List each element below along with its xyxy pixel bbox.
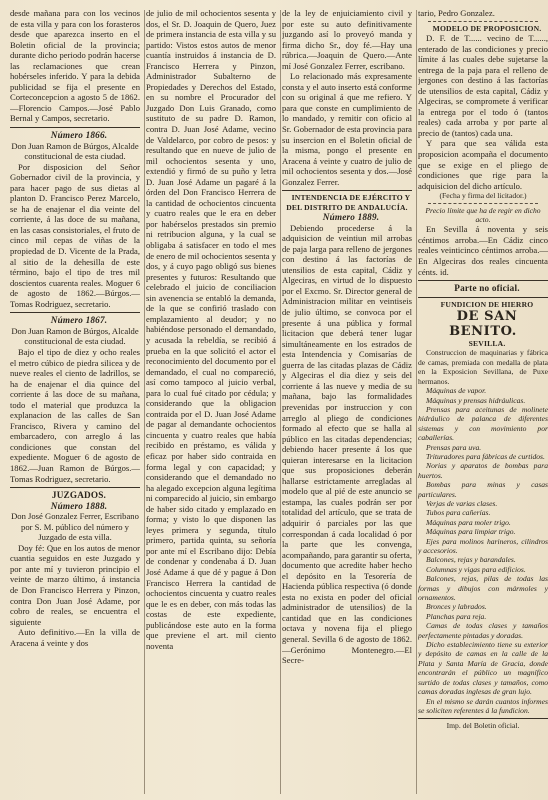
column-2 bbox=[146, 8, 276, 796]
column-separator bbox=[280, 10, 281, 794]
column-3 bbox=[282, 8, 412, 796]
notice-title: Don José Gonzalez Ferrer, Escribano por S. M. público del número y Juzgado de esta villa. bbox=[11, 511, 139, 543]
notice-body: En Sevilla á noventa y seis céntimos arroba.—En Cádiz cinco reales veinticinco céntimos arroba.—En Algeciras dos reales cincuenta cénts. id. bbox=[418, 224, 548, 277]
ad-list-item: Máquinas para moler trigo. bbox=[426, 517, 511, 527]
notice-number: Número 1866. bbox=[50, 130, 108, 141]
section-heading: INTENDENCIA DE EJÉRCITO Y DEL DISTRITO DE ANDALUCÍA. bbox=[286, 193, 411, 212]
divider bbox=[282, 190, 412, 191]
notice-continuation: tario, Pedro Gonzalez. bbox=[418, 8, 495, 18]
ad-list-item: Camas de todas clases y tamaños perfectamente pintadas y doradas. bbox=[418, 621, 548, 640]
ad-location: SEVILLA. bbox=[468, 339, 506, 349]
ad-list-item: Planchas para reja. bbox=[426, 611, 487, 621]
ad-list-item: Máquinas para limpiar trigo. bbox=[426, 527, 516, 537]
column-4 bbox=[418, 8, 548, 796]
section-heading: JUZGADOS. bbox=[51, 490, 107, 501]
signature-note: (Fecha y firma del licitador.) bbox=[439, 191, 527, 201]
notice-continuation: de julio de mil ochocientos sesenta y dos, el Sr. D. Joaquin de Quero, Juez de primera instancia de esta villa y su partido: Vistos estos autos de menor cuantía instruidos á instancia de D. Francisco Herrera y Pinzon, Administrador Subalterno de Propiedades y Derechos del Estado, en su nombre el Procurador del Juzgado Don Luis Granado, como sustituto de su padre D. Ramon, contra D. Juan José Adame, vecino de Valdelarco, por cobro de pesos: y resultando que en nueve de julio de mil ochocientos sesenta y uno, extendió y firmó de su puño y letra D. Juan José Adame un pagaré á la órden del Don Francisco Herrera de la cantidad de ochocientos cincuenta y cuatro reales que le era en deber por habérselos prestados sin premio ni retribucion alguna, y la cual se obligaba á satisfacer en todo el mes de enero de mil ochocientos sesenta y dos, y á cuyo pago obligó sus bienes presentes y futuros: Resultando que celebrado el juicio de conciliacion sin avenencia se entabló la demanda, de la que se confirió traslado con emplazamiento al deudor; y no habiéndose personado el demandado, y acusada la rebeldía, se recibió á prueba en la que solicitó el actor el reconocimiento del documento por el demandado, el cual no compareció, así como tampoco al juicio verbal, para lo cual fué citado por cédula; y considerando que la obligacion contraida por el D. Juan José Adame de pagar al demandante ochocientos cincuenta y cuatro reales que había recibido en préstamo, es válida y eficaz por haber sido contraida en forma legal y con capacidad; y considerando que el demandado no ha alegado excepcion alguna legítima ni comparecido al juicio, sin embargo de haber sido citado y emplazado en forma; y visto lo que disponen las leyes primera y segunda, título primero, partida quinta, su señoría por ante mí el Escribano dijo: Debía de condenar y condenaba á D. Juan José Adame á que dé y pague á Don Francisco Herrera la cantidad de ochocientos cincuenta y cuatro reales que le es en deber, con más todas las costas de este expediente, publicándose este auto en la forma que previene el art. mil ciento noventa bbox=[146, 8, 276, 651]
ad-intro: Construccion de maquinarias y fábrica de camas, premiada con medalla de plata en la Exposicion Sevillana, de Puxe hermanos. bbox=[418, 348, 548, 386]
ad-product-list bbox=[418, 386, 548, 715]
imprint: Imp. del Boletin oficial. bbox=[446, 721, 520, 731]
ad-list-item: Máquinas y prensas hidráulicas. bbox=[426, 395, 526, 405]
notice-body: Bajo el tipo de diez y ocho reales el metro cúbico de piedra silicea y de nueve reales el ciento de ladrillos, se ha de enajenar el dia quince del corriente á las doce de su mañana, todo el material que produzca la explanacion de las calles de San Francisco, Rivera y camino del embarcadero, con arreglo á las condiciones que constan del expediente. Moguer 6 de agosto de 1862.—Juan Ramon de Búrgos.—Tomas Rodriguez, secretario. bbox=[10, 346, 140, 484]
notice-title: Don Juan Ramon de Búrgos, Alcalde constitucional de esta ciudad. bbox=[11, 140, 139, 162]
notice-body: Auto definitivo.—En la villa de Aracena á veinte y dos bbox=[10, 627, 140, 648]
notice-number: Número 1889. bbox=[322, 212, 380, 223]
column-separator bbox=[144, 10, 145, 794]
notice-body: Por disposicion del Señor Gobernador civil de la provincia, y para hacer pago de sus dietas al planton D. Francisco Perez Marcelo, se ha de enajenar el dia veinte del corriente, á las doce de su mañana, en las casas consistoriales, el fruto de cinco mil cepas de viñas de la propiedad de D. Vicente de la Prada, al sitio de la dehesilla de este término, bajo el tipo de tres mil doscientos cuarenta reales. Moguer 6 de agosto de 1862.—Búrgos.—Tomas Rodriguez, secretario. bbox=[10, 161, 140, 309]
divider bbox=[418, 280, 548, 281]
ad-list-item: Tubos para cañerías. bbox=[426, 508, 491, 518]
ad-list-item: Columnas y vigas para edificios. bbox=[426, 564, 526, 574]
ad-list-item: Verjas de varias clases. bbox=[426, 498, 498, 508]
ad-list-item: Bronces y labrados. bbox=[426, 602, 487, 612]
ad-title: DE SAN BENITO. bbox=[449, 309, 518, 340]
ad-list-item: Prensas para uva. bbox=[426, 442, 482, 452]
divider bbox=[10, 127, 140, 128]
section-heading: Parte no oficial. bbox=[454, 283, 520, 294]
ad-list-item: Máquinas de vapor. bbox=[426, 386, 487, 396]
notice-body: Lo relacionado más expresamente consta y el auto inserto está conforme con su original á que me refiero. Y para que conste en cumplimiento de lo mandado, y remitir con oficio al Sr. Gobernador de esta provincia para su insercion en el Boletin oficial de la misma, pongo el presente en Aracena á veinte y cuatro de julio de mil ochocientos sesenta y dos.—José Gonzalez Ferrer. bbox=[282, 71, 412, 187]
divider bbox=[418, 718, 548, 719]
model-heading: MODELO DE PROPOSICION. bbox=[432, 23, 542, 33]
ad-list-item: Ejes para molinos harineros, cilindros y accesorios. bbox=[418, 536, 548, 555]
column-1 bbox=[10, 8, 140, 796]
ad-list-item: Prensas para aceitunas de molinete hidráulico de palanca de diferentes sistemas y con movimiento por caballerías. bbox=[418, 404, 548, 443]
column-separator bbox=[416, 10, 417, 794]
divider bbox=[418, 297, 548, 298]
notice-body: Y para que sea válida esta proposicion acompaña el documento que se exige en el pliego de condiciones que rige para la adquisicion del dicho artículo. bbox=[418, 138, 548, 191]
divider bbox=[428, 203, 538, 204]
ad-list-item: Trituradores para fábricas de curtidos. bbox=[426, 451, 545, 461]
ad-list-item: Dicho establecimiento tiene su exterior y depósito de camas en la calle de la Plata y Santa María de Gracia, donde encontrarán el público un magnífico surtido de todas clases y tamaños, como camas doradas inglesas de gran lujo. bbox=[418, 640, 548, 697]
notice-number: Número 1867. bbox=[50, 315, 108, 326]
notice-number: Número 1888. bbox=[50, 500, 108, 511]
ad-list-item: Bombas para minas y casas particulares. bbox=[418, 480, 548, 499]
notice-body: D. F. de T...... vecino de T......, enterado de las condiciones y precio límite á las cuales debe sujetarse la entrega de la paja para el relleno de jergones con destino á las factorías de utensilios de esta capital, Cádiz y Algeciras, se compromete á verificar la entrega por el todo ó (tantos reales) cada arroba y por parte al precio de (tantos) cada una. bbox=[418, 32, 548, 138]
divider bbox=[10, 312, 140, 313]
ad-list-item: Norias y aparatos de bombas para huertos. bbox=[418, 461, 548, 480]
divider bbox=[10, 487, 140, 488]
ad-heading: FUNDICION DE HIERRO bbox=[440, 299, 534, 309]
notice-continuation: de la ley de enjuiciamiento civil y por este su auto definitivamente juzgando así lo proveyó manda y firma dicho Sr., doy fé.—Hay una rúbrica.—Joaquin de Quero.—Ante mí José Gonzalez Ferrer, escribano. bbox=[282, 8, 412, 71]
notice-title: Don Juan Ramon de Búrgos, Alcalde constitucional de esta ciudad. bbox=[11, 325, 139, 347]
ad-list-item: En el mismo se darán cuantos informes se soliciten referentes á la fundicion. bbox=[418, 696, 548, 715]
divider bbox=[428, 21, 538, 22]
ad-list-item: Balcones, rejas, pilas de todas las formas y dibujos con mármoles y ornamentos. bbox=[418, 574, 548, 603]
notice-body: Debiendo procederse á la adquisicion de veintiun mil arrobas de paja larga para relleno de jergones con destino á las factorías de utensilios de esta capital, Cádiz y Algeciras, en virtud de lo dispuesto por el Excmo. Sr. Director general de Administracion militar en veintiseis de julio último, se convoca por el presente á una pública y formal licitacion que deberá tener lugar simultáneamente en los estrados de esta Intendencia y Comisarías de guerra de las citadas plazas de Cádiz y Algeciras el dia diez y seis del corriente á las nueve y media de su mañana, bajo las formalidades prevenidas por instruccion y con arreglo al pliego de condiciones formado al efecto que se halla al público en las citadas dependencias; debiendo hacer presente á los que quieran interesarse en la licitacion que sus proposiciones deberán hallarse estrictamente arregladas al modelo que al pié de este anuncio se estampa, las cuales podrán ser por totalidad del artículo, que se trata de adquirir ó parciales por las que correspondan á cada localidad ó por la parte que les convenga, acompañando, para garantir su oferta, documento que acredite haber hecho el depósito en la Tesorería de Hacienda pública respectiva (ó donde esta no exista en poder del oficial administrador de utensilios) de la cantidad que en las condiciones octava y novena fija el pliego general. Sevilla 6 de agosto de 1862.—Gerónimo Montenegro.—El Secre- bbox=[282, 222, 412, 666]
notice-body: Doy fé: Que en los autos de menor cuantia seguidos en este Juzgado y por ante mí y tuvieron principio el veinte de marzo último, á instancia de Don Francisco Herrera y Pinzon, contra Don Juan José Adame, por cobro de reales, se encuentra el siguiente bbox=[10, 542, 140, 627]
ad-list-item: Balcones, rejas y barandales. bbox=[426, 555, 516, 565]
price-heading: Precio límite que ha de regir en dicho acto. bbox=[425, 205, 541, 224]
notice-continuation: desde mañana para con los vecinos de esta villa y para con los forasteros desde que aparezca inserto en el Boletin oficial de la provincia; durante dicho periodo podrán hacerse las reclamaciones que crean hobérseles inferido. Y para la debida publicidad se fija el presente en Corteconcepcion a agosto 5 de 1862.—Florencio Campos.—José Pablo Bernal y Campos, secretario. bbox=[10, 8, 140, 124]
